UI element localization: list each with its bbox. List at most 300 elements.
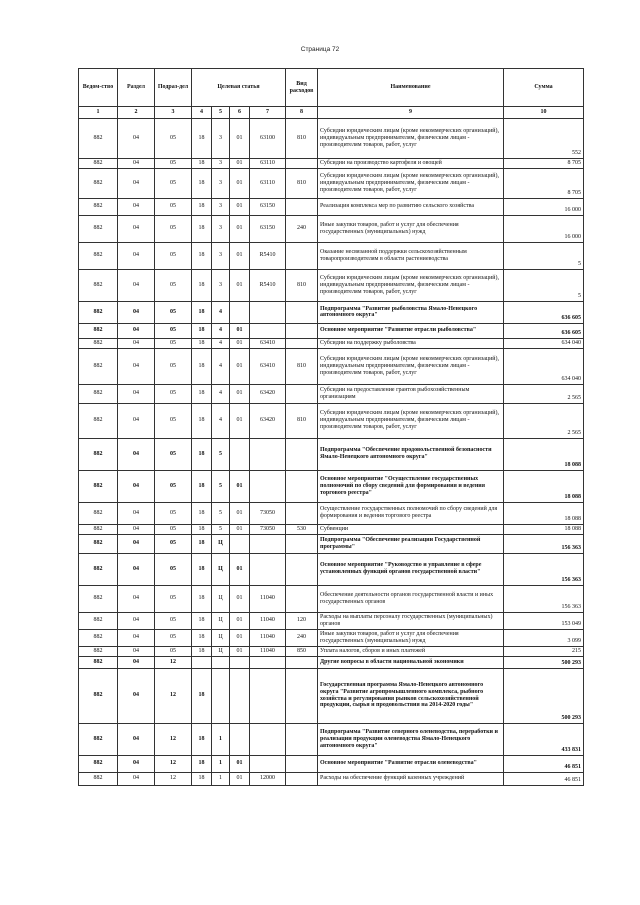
table-row <box>79 723 584 755</box>
cell-target-subprogram: 3 <box>212 159 230 169</box>
cell-target-event: 01 <box>230 323 250 338</box>
cell-razdel: 04 <box>118 502 155 524</box>
cell-razdel: 04 <box>118 403 155 438</box>
cell-vid <box>286 301 318 323</box>
cell-ved: 882 <box>79 502 118 524</box>
cell-podrazdel: 05 <box>155 301 192 323</box>
cell-target-program: 18 <box>192 168 212 198</box>
cell-name: Реализация комплекса мер по развитию сельского хозяйства <box>318 198 504 215</box>
cell-razdel: 04 <box>118 470 155 502</box>
cell-name: Субсидии юридическим лицам (кроме некоммерческих организаций), индивидуальным предпринимателям, физическим лицам - производителям товаров, работ, услуг <box>318 269 504 301</box>
cell-sum: 3 099 <box>504 629 584 646</box>
cell-target-program: 18 <box>192 242 212 269</box>
budget-table <box>78 68 584 786</box>
cell-name: Уплата налогов, сборов и иных платежей <box>318 646 504 656</box>
cell-sum: 18 088 <box>504 524 584 534</box>
cell-name: Иные закупки товаров, работ и услуг для обеспечения государственных (муниципальных) нужд <box>318 215 504 242</box>
column-number-row <box>79 107 584 119</box>
cell-target-program: 18 <box>192 159 212 169</box>
cell-target-event: 01 <box>230 119 250 159</box>
cell-razdel: 04 <box>118 269 155 301</box>
cell-podrazdel: 05 <box>155 348 192 384</box>
cell-name: Субсидии на предоставление грантов рыбохозяйственным организациям <box>318 384 504 403</box>
cell-name: Субсидии юридическим лицам (кроме некоммерческих организаций), индивидуальным предпринимателям, физическим лицам - производителям товаров, работ, услуг <box>318 119 504 159</box>
cell-target-code: 11040 <box>250 629 286 646</box>
table-row <box>79 338 584 348</box>
cell-target-program: 18 <box>192 668 212 723</box>
cell-ved: 882 <box>79 384 118 403</box>
cell-vid <box>286 755 318 772</box>
cell-target-event: 01 <box>230 198 250 215</box>
cell-ved: 882 <box>79 646 118 656</box>
cell-target-program: 18 <box>192 772 212 785</box>
table-row <box>79 159 584 169</box>
cell-razdel: 04 <box>118 168 155 198</box>
cell-vid <box>286 656 318 668</box>
cell-target-code <box>250 755 286 772</box>
cell-target-event: 01 <box>230 348 250 384</box>
cell-target-event: 01 <box>230 612 250 629</box>
cell-target-event: 01 <box>230 772 250 785</box>
cell-target-program: 18 <box>192 534 212 553</box>
cell-target-code: 63410 <box>250 348 286 384</box>
cell-target-program: 18 <box>192 524 212 534</box>
cell-target-subprogram: 1 <box>212 772 230 785</box>
col-number: 4 <box>192 107 212 119</box>
cell-vid <box>286 772 318 785</box>
cell-target-event: 01 <box>230 269 250 301</box>
cell-target-event <box>230 656 250 668</box>
table-row <box>79 470 584 502</box>
table-row <box>79 198 584 215</box>
cell-vid <box>286 338 318 348</box>
cell-vid <box>286 585 318 612</box>
cell-target-code: 11040 <box>250 585 286 612</box>
cell-podrazdel: 05 <box>155 585 192 612</box>
cell-vid: 810 <box>286 269 318 301</box>
cell-podrazdel: 05 <box>155 470 192 502</box>
cell-ved: 882 <box>79 723 118 755</box>
cell-ved: 882 <box>79 159 118 169</box>
table-row <box>79 119 584 159</box>
cell-target-event: 01 <box>230 553 250 585</box>
cell-target-subprogram: Ц <box>212 585 230 612</box>
cell-target-subprogram: Ц <box>212 534 230 553</box>
cell-name: Субсидии юридическим лицам (кроме некоммерческих организаций), индивидуальным предпринимателям, физическим лицам - производителям товаров, работ, услуг <box>318 348 504 384</box>
cell-name: Расходы на выплаты персоналу государственных (муниципальных) органов <box>318 612 504 629</box>
cell-sum: 215 <box>504 646 584 656</box>
cell-podrazdel: 05 <box>155 502 192 524</box>
cell-name: Субсидии на производство картофеля и овощей <box>318 159 504 169</box>
cell-target-code: 12000 <box>250 772 286 785</box>
cell-podrazdel: 05 <box>155 119 192 159</box>
cell-razdel: 04 <box>118 323 155 338</box>
table-row <box>79 755 584 772</box>
cell-target-code <box>250 656 286 668</box>
cell-name: Субсидии на поддержку рыболовства <box>318 338 504 348</box>
cell-target-program: 18 <box>192 755 212 772</box>
cell-target-code: 63110 <box>250 168 286 198</box>
cell-sum: 636 605 <box>504 323 584 338</box>
cell-ved: 882 <box>79 553 118 585</box>
cell-target-subprogram: 4 <box>212 403 230 438</box>
cell-target-event: 01 <box>230 629 250 646</box>
cell-podrazdel: 05 <box>155 553 192 585</box>
cell-target-program: 18 <box>192 323 212 338</box>
cell-podrazdel: 05 <box>155 524 192 534</box>
table-row <box>79 438 584 470</box>
cell-razdel: 04 <box>118 438 155 470</box>
cell-target-program: 18 <box>192 438 212 470</box>
cell-target-program: 18 <box>192 384 212 403</box>
cell-sum: 2 565 <box>504 384 584 403</box>
cell-target-subprogram: 3 <box>212 242 230 269</box>
cell-vid <box>286 668 318 723</box>
col-header-podrazdel: Подраз-дел <box>155 69 192 107</box>
cell-ved: 882 <box>79 269 118 301</box>
cell-sum: 636 605 <box>504 301 584 323</box>
cell-target-program: 18 <box>192 119 212 159</box>
cell-target-event: 01 <box>230 403 250 438</box>
cell-target-code: R5410 <box>250 269 286 301</box>
cell-sum: 500 293 <box>504 656 584 668</box>
cell-razdel: 04 <box>118 755 155 772</box>
cell-target-subprogram: Ц <box>212 612 230 629</box>
header-row <box>79 69 584 107</box>
cell-ved: 882 <box>79 668 118 723</box>
cell-target-event <box>230 668 250 723</box>
table-row <box>79 269 584 301</box>
cell-podrazdel: 12 <box>155 656 192 668</box>
cell-target-program: 18 <box>192 348 212 384</box>
cell-vid: 810 <box>286 119 318 159</box>
cell-vid: 240 <box>286 215 318 242</box>
cell-target-event: 01 <box>230 384 250 403</box>
cell-sum: 634 040 <box>504 338 584 348</box>
cell-target-program: 18 <box>192 215 212 242</box>
cell-vid: 810 <box>286 168 318 198</box>
cell-name: Подпрограмма "Обеспечение продовольственной безопасности Ямало-Ненецкого автономного округа" <box>318 438 504 470</box>
cell-ved: 882 <box>79 338 118 348</box>
cell-sum: 153 049 <box>504 612 584 629</box>
table-row <box>79 524 584 534</box>
cell-ved: 882 <box>79 772 118 785</box>
cell-podrazdel: 05 <box>155 323 192 338</box>
col-number: 5 <box>212 107 230 119</box>
cell-razdel: 04 <box>118 534 155 553</box>
cell-target-code: 63110 <box>250 159 286 169</box>
cell-target-subprogram: Ц <box>212 629 230 646</box>
table-row <box>79 323 584 338</box>
table-row <box>79 656 584 668</box>
cell-podrazdel: 05 <box>155 384 192 403</box>
cell-razdel: 04 <box>118 338 155 348</box>
cell-name: Основное мероприятие "Осуществление государственных полномочий по сбору сведений для формирования и ведения торгового реестра" <box>318 470 504 502</box>
cell-podrazdel: 12 <box>155 772 192 785</box>
col-number: 8 <box>286 107 318 119</box>
cell-target-program <box>192 656 212 668</box>
cell-name: Осуществление государственных полномочий по сбору сведений для формирования и ведения торгового реестра <box>318 502 504 524</box>
cell-podrazdel: 05 <box>155 438 192 470</box>
cell-name: Субсидии юридическим лицам (кроме некоммерческих организаций), индивидуальным предпринимателям, физическим лицам - производителям товаров, работ, услуг <box>318 403 504 438</box>
cell-target-subprogram: 5 <box>212 470 230 502</box>
cell-podrazdel: 12 <box>155 755 192 772</box>
cell-target-program: 18 <box>192 269 212 301</box>
cell-sum: 156 363 <box>504 553 584 585</box>
table-row <box>79 403 584 438</box>
cell-name: Расходы на обеспечение функций казенных учреждений <box>318 772 504 785</box>
cell-target-code: 73050 <box>250 524 286 534</box>
table-row <box>79 215 584 242</box>
col-number: 6 <box>230 107 250 119</box>
cell-vid: 810 <box>286 403 318 438</box>
cell-ved: 882 <box>79 323 118 338</box>
cell-ved: 882 <box>79 403 118 438</box>
cell-target-subprogram: 5 <box>212 438 230 470</box>
cell-razdel: 04 <box>118 215 155 242</box>
cell-target-event <box>230 438 250 470</box>
cell-vid <box>286 502 318 524</box>
cell-ved: 882 <box>79 215 118 242</box>
cell-vid: 240 <box>286 629 318 646</box>
cell-sum: 18 088 <box>504 470 584 502</box>
cell-razdel: 04 <box>118 772 155 785</box>
table-row <box>79 168 584 198</box>
cell-sum: 8 705 <box>504 159 584 169</box>
cell-target-code <box>250 668 286 723</box>
cell-razdel: 04 <box>118 668 155 723</box>
col-number: 9 <box>318 107 504 119</box>
cell-target-code <box>250 438 286 470</box>
cell-target-subprogram: 4 <box>212 348 230 384</box>
cell-vid <box>286 242 318 269</box>
col-header-target: Целевая статья <box>192 69 286 107</box>
cell-podrazdel: 05 <box>155 168 192 198</box>
cell-target-code: 11040 <box>250 612 286 629</box>
cell-target-subprogram: 3 <box>212 119 230 159</box>
cell-name: Подпрограмма "Развитие северного оленеводства, переработки и реализации продукции оленеводства Ямало-Ненецкого автономного округа" <box>318 723 504 755</box>
cell-name: Основное мероприятие "Руководство и управление в сфере установленных функций органов государственной власти" <box>318 553 504 585</box>
cell-vid: 810 <box>286 348 318 384</box>
cell-razdel: 04 <box>118 646 155 656</box>
cell-name: Государственная программа Ямало-Ненецкого автономного округа "Развитие агропромышленного комплекса, рыбного хозяйства и регулирования рынков сельскохозяйственной продукции, сырья и продовольствия на 2014-2020 годы" <box>318 668 504 723</box>
cell-target-code: R5410 <box>250 242 286 269</box>
table-row <box>79 585 584 612</box>
cell-name: Субсидии юридическим лицам (кроме некоммерческих организаций), индивидуальным предпринимателям, физическим лицам - производителям товаров, работ, услуг <box>318 168 504 198</box>
cell-sum: 500 293 <box>504 668 584 723</box>
cell-sum: 18 088 <box>504 502 584 524</box>
cell-podrazdel: 12 <box>155 668 192 723</box>
col-number: 3 <box>155 107 192 119</box>
cell-ved: 882 <box>79 612 118 629</box>
cell-ved: 882 <box>79 301 118 323</box>
cell-name: Основное мероприятие "Развитие отрасли рыболовства" <box>318 323 504 338</box>
cell-target-subprogram: 3 <box>212 269 230 301</box>
cell-target-event: 01 <box>230 502 250 524</box>
cell-target-code: 63100 <box>250 119 286 159</box>
cell-target-event: 01 <box>230 215 250 242</box>
cell-name: Субвенции <box>318 524 504 534</box>
table-row <box>79 242 584 269</box>
cell-vid <box>286 159 318 169</box>
cell-ved: 882 <box>79 470 118 502</box>
cell-target-event: 01 <box>230 242 250 269</box>
cell-vid <box>286 384 318 403</box>
cell-target-subprogram <box>212 668 230 723</box>
cell-sum: 46 851 <box>504 772 584 785</box>
cell-target-code <box>250 301 286 323</box>
cell-target-program: 18 <box>192 723 212 755</box>
cell-target-program: 18 <box>192 301 212 323</box>
cell-target-subprogram: 3 <box>212 215 230 242</box>
cell-sum: 5 <box>504 269 584 301</box>
cell-razdel: 04 <box>118 242 155 269</box>
cell-sum: 16 000 <box>504 215 584 242</box>
cell-target-event: 01 <box>230 646 250 656</box>
col-header-sum: Сумма <box>504 69 584 107</box>
cell-podrazdel: 05 <box>155 629 192 646</box>
cell-ved: 882 <box>79 755 118 772</box>
cell-razdel: 04 <box>118 585 155 612</box>
cell-target-program: 18 <box>192 198 212 215</box>
cell-target-subprogram: 5 <box>212 502 230 524</box>
cell-target-program: 18 <box>192 629 212 646</box>
cell-target-subprogram: 3 <box>212 198 230 215</box>
cell-name: Оказание несвязанной поддержки сельскохозяйственным товаропроизводителям в области растениеводства <box>318 242 504 269</box>
cell-target-code: 11040 <box>250 646 286 656</box>
cell-razdel: 04 <box>118 119 155 159</box>
cell-target-program: 18 <box>192 585 212 612</box>
cell-target-program: 18 <box>192 612 212 629</box>
cell-ved: 882 <box>79 348 118 384</box>
cell-podrazdel: 05 <box>155 215 192 242</box>
cell-razdel: 04 <box>118 198 155 215</box>
cell-target-code: 63420 <box>250 384 286 403</box>
cell-ved: 882 <box>79 524 118 534</box>
cell-razdel: 04 <box>118 159 155 169</box>
cell-target-event: 01 <box>230 524 250 534</box>
table-row <box>79 668 584 723</box>
cell-target-program: 18 <box>192 470 212 502</box>
cell-ved: 882 <box>79 119 118 159</box>
cell-target-program: 18 <box>192 403 212 438</box>
table-row <box>79 301 584 323</box>
cell-target-code: 63150 <box>250 198 286 215</box>
cell-target-program: 18 <box>192 553 212 585</box>
cell-name: Другие вопросы в области национальной экономики <box>318 656 504 668</box>
cell-target-subprogram: 5 <box>212 524 230 534</box>
col-header-vid: Вид расходов <box>286 69 318 107</box>
cell-name: Иные закупки товаров, работ и услуг для обеспечения государственных (муниципальных) нужд <box>318 629 504 646</box>
table-row <box>79 629 584 646</box>
cell-ved: 882 <box>79 168 118 198</box>
table-row <box>79 553 584 585</box>
cell-razdel: 04 <box>118 629 155 646</box>
cell-sum: 46 851 <box>504 755 584 772</box>
col-number: 10 <box>504 107 584 119</box>
cell-vid <box>286 534 318 553</box>
cell-target-subprogram: 4 <box>212 301 230 323</box>
cell-target-code <box>250 723 286 755</box>
cell-target-subprogram: 3 <box>212 168 230 198</box>
cell-target-code <box>250 470 286 502</box>
cell-ved: 882 <box>79 585 118 612</box>
cell-target-code <box>250 323 286 338</box>
cell-target-code: 63420 <box>250 403 286 438</box>
cell-name: Обеспечение деятельности органов государственной власти и иных государственных органов <box>318 585 504 612</box>
col-header-ved: Ведом-ство <box>79 69 118 107</box>
cell-target-code: 73050 <box>250 502 286 524</box>
cell-podrazdel: 05 <box>155 269 192 301</box>
cell-target-subprogram: 4 <box>212 384 230 403</box>
col-header-razdel: Раздел <box>118 69 155 107</box>
cell-razdel: 04 <box>118 348 155 384</box>
cell-podrazdel: 05 <box>155 403 192 438</box>
col-header-name: Наименование <box>318 69 504 107</box>
cell-sum: 552 <box>504 119 584 159</box>
cell-ved: 882 <box>79 656 118 668</box>
cell-ved: 882 <box>79 242 118 269</box>
cell-target-program: 18 <box>192 338 212 348</box>
cell-sum: 156 363 <box>504 534 584 553</box>
cell-target-subprogram: 4 <box>212 338 230 348</box>
cell-ved: 882 <box>79 534 118 553</box>
cell-razdel: 04 <box>118 656 155 668</box>
col-number: 1 <box>79 107 118 119</box>
cell-podrazdel: 05 <box>155 612 192 629</box>
cell-podrazdel: 05 <box>155 159 192 169</box>
cell-target-program: 18 <box>192 502 212 524</box>
table-row <box>79 646 584 656</box>
cell-vid <box>286 198 318 215</box>
col-number: 7 <box>250 107 286 119</box>
cell-sum: 5 <box>504 242 584 269</box>
cell-sum: 18 088 <box>504 438 584 470</box>
cell-target-program: 18 <box>192 646 212 656</box>
cell-target-code: 63410 <box>250 338 286 348</box>
cell-podrazdel: 05 <box>155 242 192 269</box>
col-number: 2 <box>118 107 155 119</box>
cell-target-event: 01 <box>230 585 250 612</box>
cell-target-code <box>250 553 286 585</box>
cell-ved: 882 <box>79 629 118 646</box>
cell-target-event: 01 <box>230 338 250 348</box>
cell-razdel: 04 <box>118 301 155 323</box>
table-row <box>79 612 584 629</box>
cell-vid: 530 <box>286 524 318 534</box>
cell-target-event: 01 <box>230 168 250 198</box>
cell-podrazdel: 05 <box>155 646 192 656</box>
cell-target-event: 01 <box>230 470 250 502</box>
cell-target-code: 63150 <box>250 215 286 242</box>
cell-razdel: 04 <box>118 723 155 755</box>
cell-name: Основное мероприятие "Развитие отрасли оленеводства" <box>318 755 504 772</box>
cell-podrazdel: 05 <box>155 534 192 553</box>
table-row <box>79 384 584 403</box>
cell-target-subprogram: Ц <box>212 553 230 585</box>
cell-sum: 16 000 <box>504 198 584 215</box>
cell-target-event: 01 <box>230 755 250 772</box>
cell-target-code <box>250 534 286 553</box>
cell-ved: 882 <box>79 438 118 470</box>
cell-vid: 120 <box>286 612 318 629</box>
cell-sum: 8 705 <box>504 168 584 198</box>
cell-vid <box>286 438 318 470</box>
table-row <box>79 772 584 785</box>
cell-podrazdel: 12 <box>155 723 192 755</box>
table-row <box>79 534 584 553</box>
cell-vid <box>286 323 318 338</box>
